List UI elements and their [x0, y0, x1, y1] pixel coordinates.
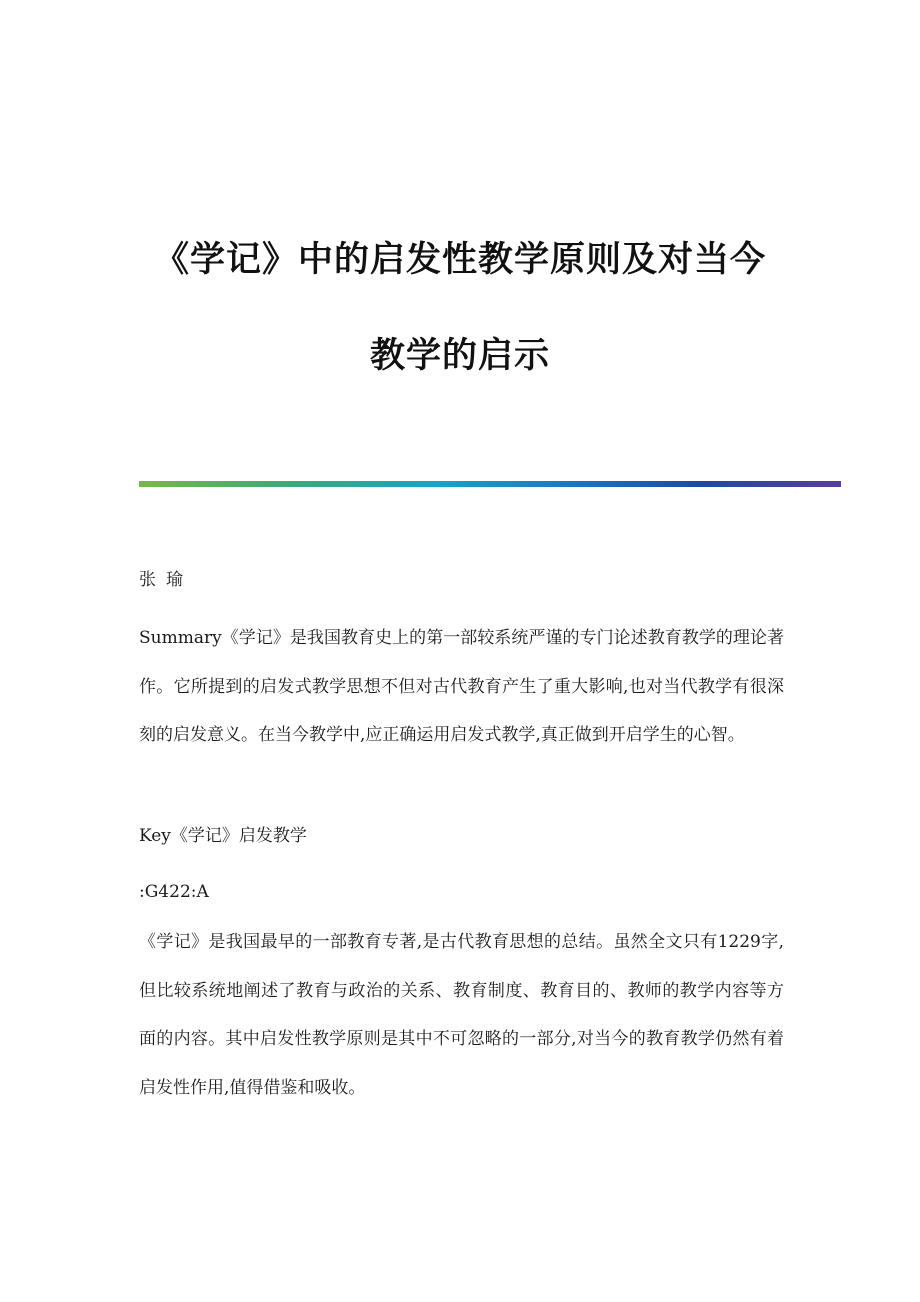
gradient-divider	[139, 481, 841, 487]
keywords-line: Key《学记》启发教学	[139, 826, 307, 846]
intro-paragraph: 《学记》是我国最早的一部教育专著,是古代教育思想的总结。虽然全文只有1229字,但比较系统地阐述了教育与政治的关系、教育制度、教育目的、教师的教学内容等方面的内容。其中启发性教学原则是其中不可忽略的一部分,对当今的教育教学仍然有着启发性作用,值得借鉴和吸收。	[139, 932, 784, 1098]
summary-paragraph: Summary《学记》是我国教育史上的第一部较系统严谨的专门论述教育教学的理论著作。它所提到的启发式教学思想不但对古代教育产生了重大影响,也对当代教学有很深刻的启发意义。在当今教学中,应正确运用启发式教学,真正做到开启学生的心智。	[139, 628, 784, 745]
author-name: 张瑜	[139, 570, 193, 590]
paper-title-line-2: 教学的启示	[369, 336, 550, 376]
classification-code: :G422:A	[139, 882, 209, 902]
paper-title-line-1: 《学记》中的启发性教学原则及对当今	[153, 240, 766, 280]
paper-title	[0, 212, 920, 404]
